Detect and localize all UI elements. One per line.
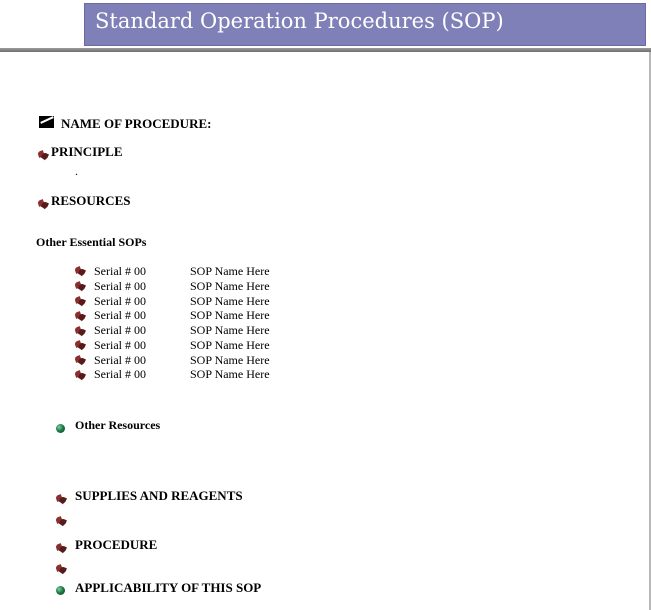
list-item: [75, 323, 270, 338]
pen-marker-icon: [39, 115, 54, 133]
name-of-procedure-heading: NAME OF PROCEDURE:: [61, 116, 212, 131]
leaf-bullet-icon: [75, 296, 85, 306]
sop-serial: Serial # 00: [94, 263, 146, 278]
sop-name: SOP Name Here: [190, 337, 270, 352]
applicability-heading: APPLICABILITY OF THIS SOP: [75, 580, 262, 595]
other-resources-heading: Other Resources: [75, 418, 161, 432]
sop-name: SOP Name Here: [190, 352, 270, 367]
sop-name: SOP Name Here: [190, 367, 270, 382]
sop-serial: Serial # 00: [94, 367, 146, 382]
green-ball-bullet-icon: [56, 582, 65, 600]
leaf-bullet-icon: [75, 266, 85, 276]
sop-serial: Serial # 00: [94, 337, 146, 352]
leaf-bullet-icon: [75, 370, 85, 380]
list-item: [75, 279, 270, 294]
sop-name: SOP Name Here: [190, 278, 270, 293]
list-item: [75, 338, 270, 353]
other-essential-sops-heading: Other Essential SOPs: [36, 235, 147, 249]
principle-body: .: [75, 164, 78, 178]
leaf-bullet-icon: [38, 146, 48, 164]
leaf-bullet-icon: [56, 512, 66, 530]
leaf-bullet-icon: [38, 195, 48, 213]
leaf-bullet-icon: [75, 311, 85, 321]
leaf-bullet-icon: [56, 560, 66, 578]
list-item: [75, 264, 270, 279]
list-item: [75, 368, 270, 383]
title-banner: [84, 3, 646, 46]
sop-serial: Serial # 00: [94, 323, 146, 338]
sop-name: SOP Name Here: [190, 323, 270, 338]
sop-list: [75, 264, 270, 382]
sop-serial: Serial # 00: [94, 278, 146, 293]
sop-name: SOP Name Here: [190, 293, 270, 308]
sop-serial: Serial # 00: [94, 352, 146, 367]
leaf-bullet-icon: [56, 490, 66, 508]
sop-serial: Serial # 00: [94, 293, 146, 308]
principle-heading: PRINCIPLE: [51, 144, 123, 159]
list-item: [75, 308, 270, 323]
supplies-and-reagents-heading: SUPPLIES AND REAGENTS: [75, 488, 243, 503]
leaf-bullet-icon: [75, 355, 85, 365]
list-item: [75, 353, 270, 368]
leaf-bullet-icon: [75, 340, 85, 350]
sop-serial: Serial # 00: [94, 308, 146, 323]
sop-name: SOP Name Here: [190, 263, 270, 278]
header-divider: [0, 48, 651, 52]
procedure-heading: PROCEDURE: [75, 537, 158, 552]
page-title: Standard Operation Procedures (SOP): [95, 9, 504, 33]
resources-heading: RESOURCES: [51, 193, 131, 208]
sop-name: SOP Name Here: [190, 308, 270, 323]
leaf-bullet-icon: [75, 281, 85, 291]
green-ball-bullet-icon: [56, 420, 65, 438]
leaf-bullet-icon: [75, 326, 85, 336]
leaf-bullet-icon: [56, 539, 66, 557]
list-item: [75, 294, 270, 309]
